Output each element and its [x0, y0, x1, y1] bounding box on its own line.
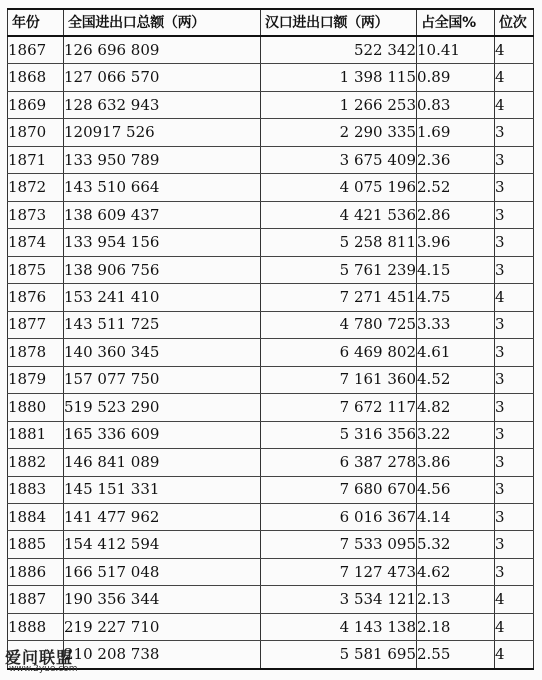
cell-rank: 4: [495, 36, 534, 64]
table-row: [8, 311, 534, 338]
cell-hankou-total: 4 421 536: [261, 201, 417, 228]
cell-share-percent: 3.33: [417, 311, 495, 338]
table-row: [8, 64, 534, 91]
cell-share-percent: 0.83: [417, 91, 495, 118]
cell-share-percent: 2.52: [417, 174, 495, 201]
watermark-url: www.2yue.com: [9, 664, 78, 674]
cell-rank: 4: [495, 64, 534, 91]
cell-year: 1871: [8, 146, 64, 173]
table-row: [8, 256, 534, 283]
cell-year: 1883: [8, 476, 64, 503]
cell-hankou-total: 7 533 095: [261, 531, 417, 558]
cell-hankou-total: 1 266 253: [261, 91, 417, 118]
cell-rank: 4: [495, 91, 534, 118]
cell-share-percent: 2.13: [417, 586, 495, 613]
watermark-brand: 爱问联盟: [5, 648, 74, 667]
cell-year: 1874: [8, 229, 64, 256]
table-row: [8, 586, 534, 613]
cell-rank: 3: [495, 449, 534, 476]
cell-hankou-total: 5 581 695: [261, 641, 417, 669]
cell-national-total: 133 954 156: [64, 229, 261, 256]
cell-rank: 4: [495, 641, 534, 669]
cell-share-percent: 2.36: [417, 146, 495, 173]
cell-hankou-total: 2 290 335: [261, 119, 417, 146]
cell-share-percent: 4.61: [417, 339, 495, 366]
cell-national-total: 127 066 570: [64, 64, 261, 91]
cell-year: 1870: [8, 119, 64, 146]
cell-hankou-total: 3 675 409: [261, 146, 417, 173]
cell-rank: 4: [495, 613, 534, 640]
cell-national-total: 145 151 331: [64, 476, 261, 503]
table-row: [8, 613, 534, 640]
cell-hankou-total: 7 127 473: [261, 558, 417, 585]
cell-national-total: 120917 526: [64, 119, 261, 146]
cell-hankou-total: 4 780 725: [261, 311, 417, 338]
table-row: [8, 91, 534, 118]
table-row: [8, 449, 534, 476]
header-national-total: 全国进出口总额（两）: [64, 9, 261, 36]
table-row: [8, 641, 534, 669]
cell-national-total: 154 412 594: [64, 531, 261, 558]
cell-year: 1882: [8, 449, 64, 476]
cell-share-percent: 2.55: [417, 641, 495, 669]
cell-rank: 4: [495, 586, 534, 613]
cell-share-percent: 5.32: [417, 531, 495, 558]
cell-national-total: 210 208 738: [64, 641, 261, 669]
cell-hankou-total: 7 161 360: [261, 366, 417, 393]
cell-national-total: 141 477 962: [64, 503, 261, 530]
header-rank: 位次: [495, 9, 534, 36]
cell-national-total: 143 510 664: [64, 174, 261, 201]
trade-table: [7, 8, 534, 670]
cell-hankou-total: 6 387 278: [261, 449, 417, 476]
cell-rank: 3: [495, 476, 534, 503]
cell-year: 1885: [8, 531, 64, 558]
table-row: [8, 174, 534, 201]
cell-hankou-total: 7 271 451: [261, 284, 417, 311]
cell-share-percent: 10.41: [417, 36, 495, 64]
table-row: [8, 366, 534, 393]
cell-national-total: 126 696 809: [64, 36, 261, 64]
cell-national-total: 157 077 750: [64, 366, 261, 393]
cell-hankou-total: 4 075 196: [261, 174, 417, 201]
cell-share-percent: 3.96: [417, 229, 495, 256]
cell-year: 1884: [8, 503, 64, 530]
table-row: [8, 284, 534, 311]
cell-year: 1867: [8, 36, 64, 64]
header-row: [8, 9, 534, 36]
cell-share-percent: 4.15: [417, 256, 495, 283]
cell-rank: 3: [495, 421, 534, 448]
cell-hankou-total: 5 761 239: [261, 256, 417, 283]
cell-national-total: 133 950 789: [64, 146, 261, 173]
cell-national-total: 146 841 089: [64, 449, 261, 476]
cell-year: 1879: [8, 366, 64, 393]
table-row: [8, 36, 534, 64]
cell-national-total: 153 241 410: [64, 284, 261, 311]
table-row: [8, 394, 534, 421]
table-row: [8, 476, 534, 503]
cell-year: 1873: [8, 201, 64, 228]
cell-share-percent: 2.86: [417, 201, 495, 228]
cell-year: 1888: [8, 613, 64, 640]
cell-year: 1868: [8, 64, 64, 91]
table-row: [8, 421, 534, 448]
cell-national-total: 166 517 048: [64, 558, 261, 585]
table-row: [8, 119, 534, 146]
cell-year: 1876: [8, 284, 64, 311]
cell-year: [8, 641, 64, 669]
cell-rank: 3: [495, 394, 534, 421]
cell-share-percent: 4.75: [417, 284, 495, 311]
cell-rank: 3: [495, 503, 534, 530]
cell-share-percent: 0.89: [417, 64, 495, 91]
cell-national-total: 128 632 943: [64, 91, 261, 118]
cell-share-percent: 4.56: [417, 476, 495, 503]
cell-share-percent: 3.22: [417, 421, 495, 448]
cell-rank: 4: [495, 284, 534, 311]
header-year: 年份: [8, 9, 64, 36]
cell-rank: 3: [495, 531, 534, 558]
cell-year: 1887: [8, 586, 64, 613]
cell-hankou-total: 5 258 811: [261, 229, 417, 256]
cell-rank: 3: [495, 366, 534, 393]
cell-rank: 3: [495, 229, 534, 256]
cell-national-total: 165 336 609: [64, 421, 261, 448]
cell-national-total: 143 511 725: [64, 311, 261, 338]
cell-national-total: 190 356 344: [64, 586, 261, 613]
cell-hankou-total: 6 469 802: [261, 339, 417, 366]
cell-share-percent: 2.18: [417, 613, 495, 640]
cell-year: 1878: [8, 339, 64, 366]
table-row: [8, 339, 534, 366]
cell-national-total: 138 906 756: [64, 256, 261, 283]
table-row: [8, 531, 534, 558]
cell-rank: 3: [495, 339, 534, 366]
cell-year: 1880: [8, 394, 64, 421]
cell-share-percent: 4.62: [417, 558, 495, 585]
table-row: [8, 201, 534, 228]
cell-year: 1881: [8, 421, 64, 448]
cell-rank: 3: [495, 558, 534, 585]
cell-year: 1872: [8, 174, 64, 201]
cell-share-percent: 3.86: [417, 449, 495, 476]
cell-hankou-total: 4 143 138: [261, 613, 417, 640]
cell-hankou-total: 7 680 670: [261, 476, 417, 503]
cell-rank: 3: [495, 256, 534, 283]
cell-rank: 3: [495, 146, 534, 173]
cell-national-total: 138 609 437: [64, 201, 261, 228]
cell-hankou-total: 6 016 367: [261, 503, 417, 530]
cell-year: 1886: [8, 558, 64, 585]
cell-national-total: 140 360 345: [64, 339, 261, 366]
cell-year: 1875: [8, 256, 64, 283]
table-row: [8, 146, 534, 173]
cell-rank: 3: [495, 311, 534, 338]
table-row: [8, 229, 534, 256]
cell-share-percent: 4.52: [417, 366, 495, 393]
cell-rank: 3: [495, 119, 534, 146]
cell-hankou-total: 3 534 121: [261, 586, 417, 613]
cell-share-percent: 4.14: [417, 503, 495, 530]
cell-rank: 3: [495, 174, 534, 201]
cell-year: 1877: [8, 311, 64, 338]
cell-rank: 3: [495, 201, 534, 228]
header-share-percent: 占全国%: [417, 9, 495, 36]
header-hankou-total: 汉口进出口额（两）: [261, 9, 417, 36]
cell-share-percent: 4.82: [417, 394, 495, 421]
cell-hankou-total: 522 342: [261, 36, 417, 64]
cell-year: 1869: [8, 91, 64, 118]
table-row: [8, 503, 534, 530]
cell-hankou-total: 1 398 115: [261, 64, 417, 91]
cell-hankou-total: 5 316 356: [261, 421, 417, 448]
cell-national-total: 219 227 710: [64, 613, 261, 640]
cell-national-total: 519 523 290: [64, 394, 261, 421]
cell-hankou-total: 7 672 117: [261, 394, 417, 421]
table-row: [8, 558, 534, 585]
cell-share-percent: 1.69: [417, 119, 495, 146]
